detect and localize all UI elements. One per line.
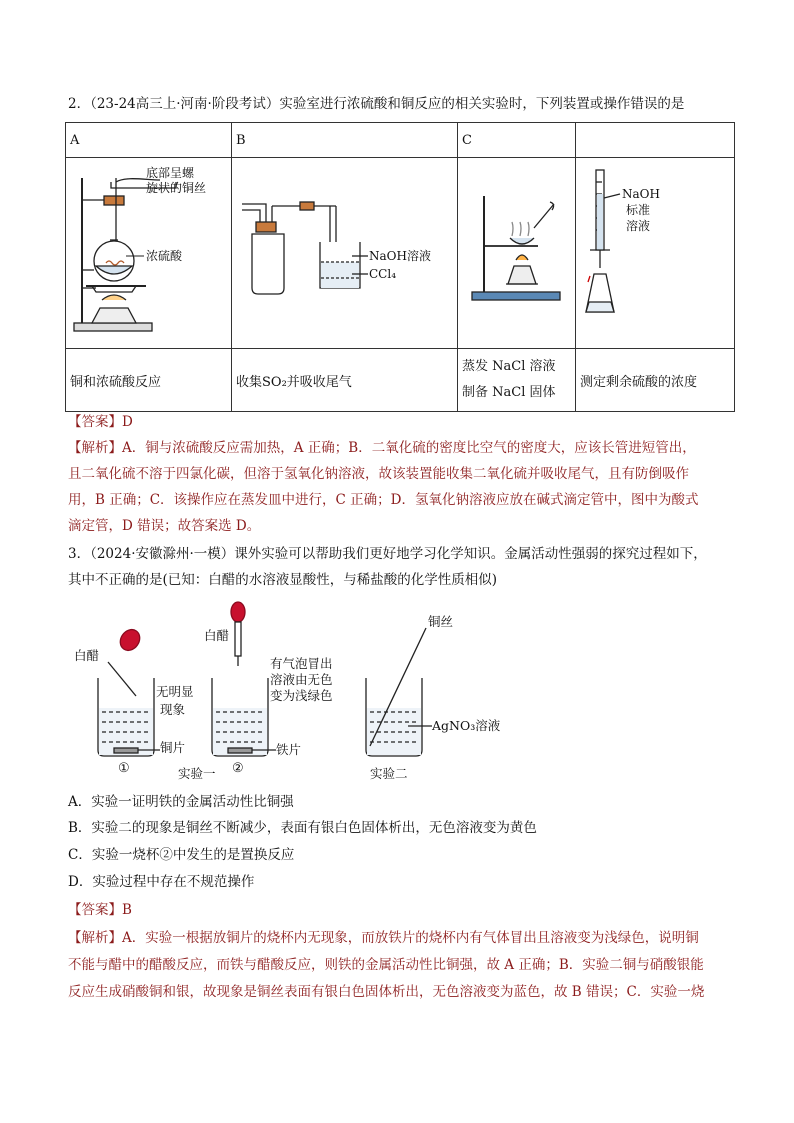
q3-answer <box>68 900 728 920</box>
label-experiment-2: 实验二 <box>370 766 408 781</box>
figure-b-cell <box>232 158 458 349</box>
q3-analysis-2: 不能与醋中的醋酸反应，而铁与醋酸反应，则铁的金属活动性比铜强，故 A 正确；B．实验二铜与硝酸银能 <box>68 957 704 973</box>
label-no-change-1: 无明显 <box>156 684 194 699</box>
q2-analysis-4: 滴定管，D 错误；故答案选 D。 <box>68 518 261 534</box>
q3-stem-1: 3．（2024·安徽滁州·一模）课外实验可以帮助我们更好地学习化学知识。金属活动性强弱的探究过程如下， <box>68 546 707 562</box>
apparatus-d-figure <box>576 158 734 344</box>
caption-c-line2: 制备 NaCl 固体 <box>462 385 556 400</box>
label-no-change-2: 现象 <box>160 702 186 717</box>
label-copper-sheet: 铜片 <box>160 740 186 755</box>
header-c: C <box>458 123 576 158</box>
q2-analysis-2: 且二氧化硫不溶于四氯化碳，但溶于氢氧化钠溶液，故该装置能收集二氧化硫并吸收尾气，且有防倒吸作 <box>68 466 689 482</box>
label-naoh-solution: NaOH溶液 <box>369 249 431 263</box>
caption-c-line1: 蒸发 NaCl 溶液 <box>462 359 556 374</box>
label-spiral-1: 底部呈螺 <box>146 166 195 180</box>
q3-option-c: C．实验一烧杯②中发生的是置换反应 <box>68 847 295 863</box>
label-experiment-1: 实验一 <box>178 766 216 781</box>
figure-a-cell <box>66 158 232 349</box>
q3-answer-value: B <box>122 902 132 918</box>
apparatus-c-figure <box>458 158 575 344</box>
q3-option-b: B．实验二的现象是铜丝不断减少，表面有银白色固体析出，无色溶液变为黄色 <box>68 820 537 836</box>
label-num-2: ② <box>232 761 244 776</box>
q2-answer-tag: 【答案】 <box>68 414 122 430</box>
label-conc-acid: 浓硫酸 <box>146 249 183 263</box>
label-solution: 溶液 <box>626 219 651 233</box>
apparatus-b-figure <box>232 158 457 344</box>
label-ccl4: CCl₄ <box>369 267 397 281</box>
label-bubbles-2: 溶液由无色 <box>270 672 333 687</box>
caption-a: 铜和浓硫酸反应 <box>66 349 232 412</box>
q3-analysis-1 <box>68 928 728 948</box>
q2-answer-value: D <box>122 414 133 430</box>
label-bubbles-3: 变为浅绿色 <box>270 688 333 703</box>
figure-d-cell <box>576 158 735 349</box>
q2-analysis-3: 用，B 正确；C．该操作应在蒸发皿中进行，C 正确；D．氢氧化钠溶液应放在碱式滴定管中，图中为酸式 <box>68 492 699 508</box>
header-a: A <box>66 123 232 158</box>
header-b: B <box>232 123 458 158</box>
q3-option-a: A．实验一证明铁的金属活动性比铜强 <box>68 794 294 810</box>
q3-analysis-text-1: A．实验一根据放铜片的烧杯内无现象，而放铁片的烧杯内有气体冒出且溶液变为浅绿色，说明铜 <box>122 930 699 946</box>
q2-answer <box>68 412 728 432</box>
q2-option-table <box>65 122 735 412</box>
label-agno3-solution: AgNO₃溶液 <box>432 718 501 733</box>
q2-analysis-1 <box>68 438 728 458</box>
q2-analysis-tag: 【解析】 <box>68 440 122 456</box>
label-iron-sheet: 铁片 <box>276 742 302 757</box>
q2-stem: 2．（23-24高三上·河南·阶段考试）实验室进行浓硫酸和铜反应的相关实验时，下列装置或操作错误的是 <box>68 96 685 112</box>
apparatus-a-figure <box>66 158 231 344</box>
q3-option-d: D．实验过程中存在不规范操作 <box>68 874 255 890</box>
figure-c-cell <box>458 158 576 349</box>
header-d <box>576 123 735 158</box>
q3-stem-2: 其中不正确的是(已知：白醋的水溶液显酸性，与稀盐酸的化学性质相似) <box>68 572 498 588</box>
label-vinegar-2: 白醋 <box>204 628 230 643</box>
label-naoh: NaOH <box>622 187 660 201</box>
q3-experiment-figure <box>70 600 530 785</box>
label-copper-wire: 铜丝 <box>428 614 454 629</box>
caption-d: 测定剩余硫酸的浓度 <box>576 349 735 412</box>
caption-b: 收集SO₂并吸收尾气 <box>232 349 458 412</box>
q3-answer-tag: 【答案】 <box>68 902 122 918</box>
q3-analysis-3: 反应生成硝酸铜和银，故现象是铜丝表面有银白色固体析出，无色溶液变为蓝色，故 B 错误；C．实验一烧 <box>68 984 705 1000</box>
label-num-1: ① <box>118 761 130 776</box>
label-spiral-2: 旋状的铜丝 <box>146 181 207 195</box>
q2-analysis-text-1: A．铜与浓硫酸反应需加热，A 正确；B．二氧化硫的密度比空气的密度大，应该长管进短管出， <box>122 440 696 456</box>
label-bubbles-1: 有气泡冒出 <box>270 656 333 671</box>
caption-c <box>458 349 576 412</box>
label-standard: 标准 <box>626 203 651 217</box>
q3-analysis-tag: 【解析】 <box>68 930 122 946</box>
label-vinegar-1: 白醋 <box>74 648 100 663</box>
